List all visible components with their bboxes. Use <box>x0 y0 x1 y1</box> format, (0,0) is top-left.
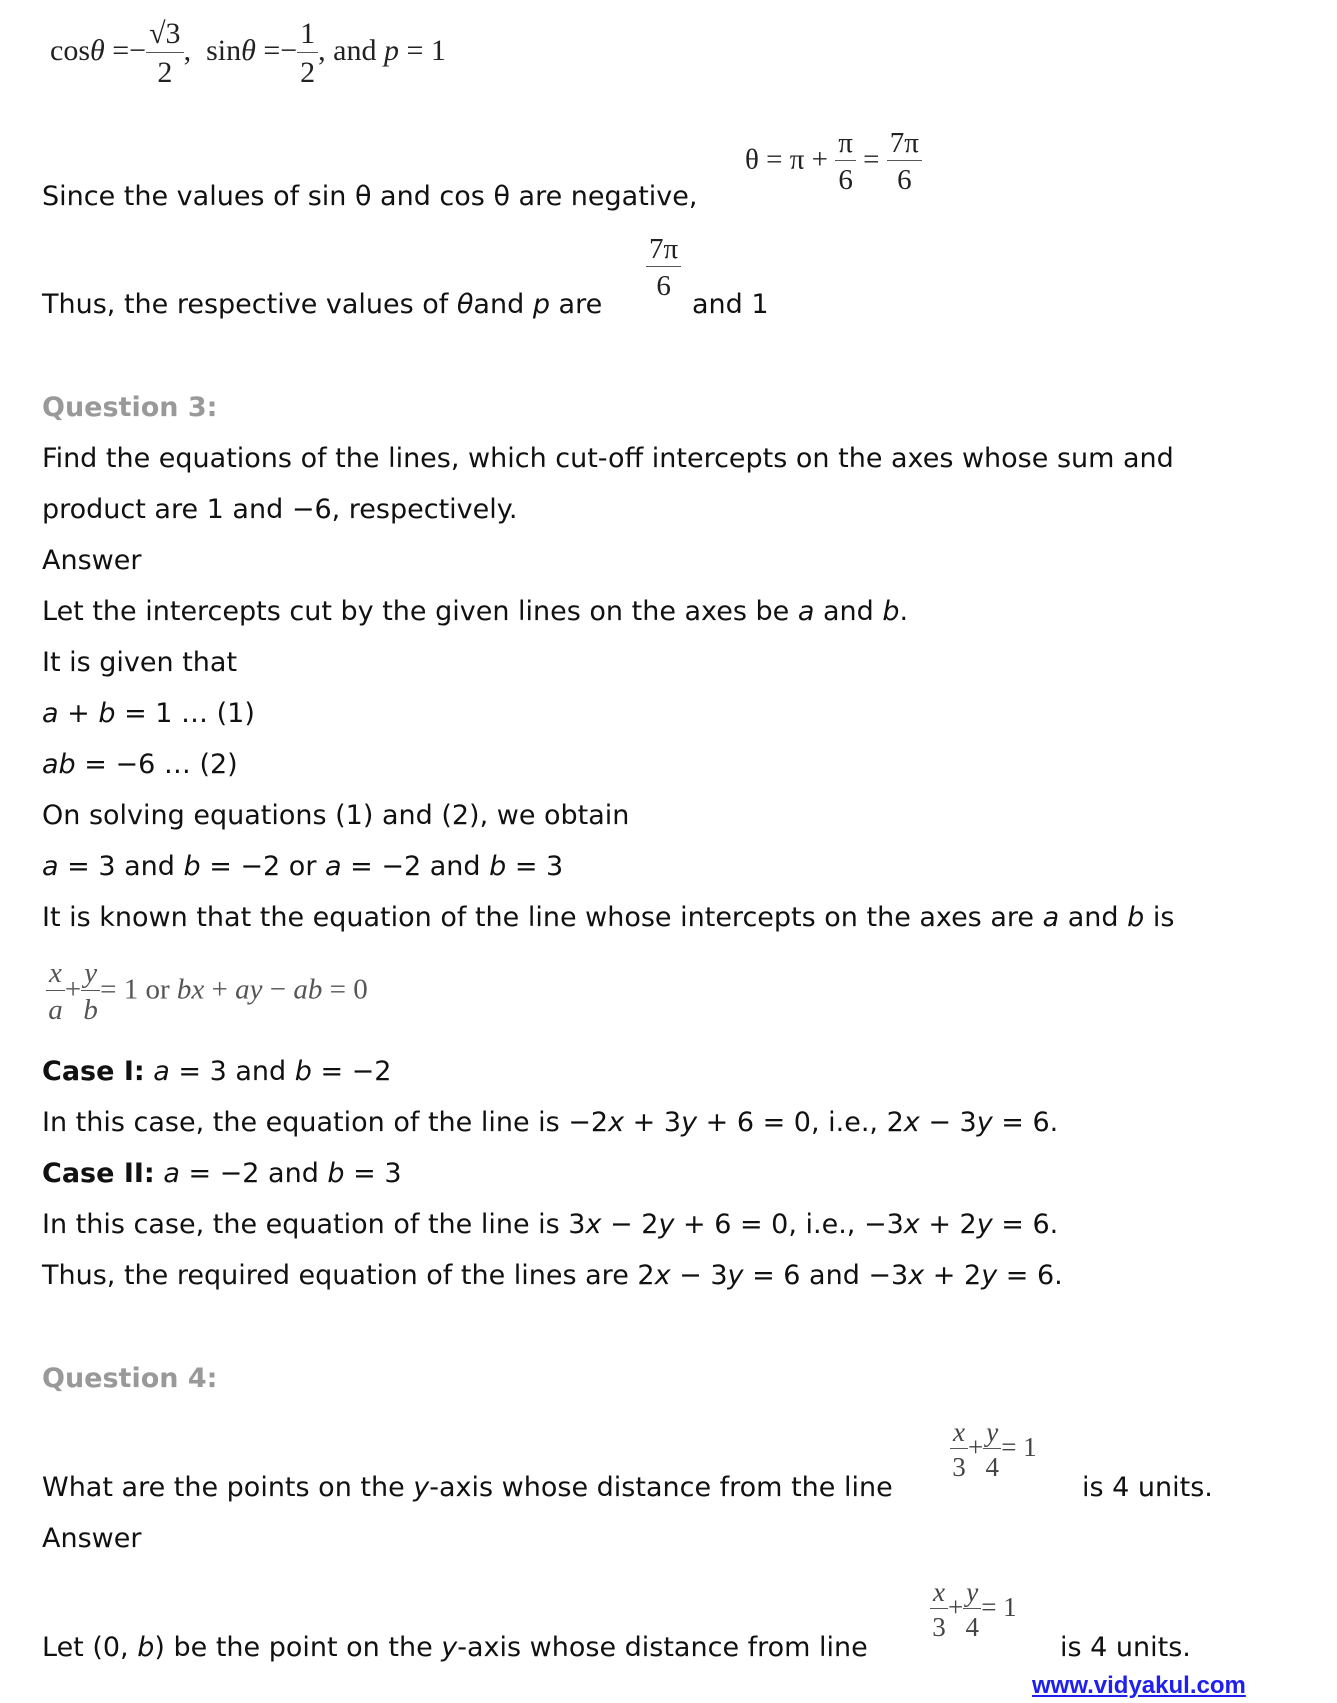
var-y: y <box>658 1209 675 1240</box>
text: = −2 <box>311 1056 392 1087</box>
denominator: 6 <box>838 164 853 197</box>
minus-sign: − <box>280 33 298 67</box>
plus-sign: + <box>64 973 82 1006</box>
text: . <box>899 596 909 627</box>
text: Let the intercepts cut by the given lines on the axes be <box>42 596 798 627</box>
equation-2 <box>42 751 238 778</box>
plus-sign: + <box>947 1592 964 1623</box>
denominator: 2 <box>157 55 173 89</box>
solving-line: On solving equations (1) and (2), we obtain <box>42 800 630 831</box>
text: + <box>58 698 99 729</box>
var-ab: ab <box>42 749 76 780</box>
question-4-text <box>42 1474 893 1501</box>
var-a: a <box>42 851 59 882</box>
equals-one: = 1 <box>1001 1432 1037 1463</box>
var-a: a <box>153 1056 170 1087</box>
text: Let (0, <box>42 1632 138 1663</box>
line-formula-answer <box>930 1578 1017 1642</box>
text: = −2 or <box>200 851 325 882</box>
comma: , <box>183 33 192 67</box>
var-y: y <box>413 1472 430 1503</box>
comma: , <box>318 33 326 67</box>
fraction <box>646 234 681 302</box>
equals-sign: = <box>863 143 880 176</box>
line-formula-q4 <box>950 1418 1037 1482</box>
numerator: x <box>950 1418 968 1449</box>
text: = 6. <box>992 1209 1059 1240</box>
equals-one: = 1 <box>981 1592 1017 1623</box>
fraction-x-over-3 <box>950 1418 968 1482</box>
answer-label-q4: Answer <box>42 1523 142 1554</box>
text: = −2 and <box>341 851 490 882</box>
text: -axis whose distance from the line <box>429 1472 893 1503</box>
numerator: 7π <box>887 128 922 161</box>
case-label: Case II: <box>42 1158 155 1189</box>
text: = 6 and −3 <box>743 1260 909 1291</box>
text: + 2 <box>924 1260 982 1291</box>
and-word: and <box>333 33 377 67</box>
text: Thus, the required equation of the lines are 2 <box>42 1260 655 1291</box>
case-1-equation <box>42 1109 1058 1136</box>
numerator: y <box>963 1578 981 1609</box>
question-3-heading: Question 3: <box>42 392 218 423</box>
answer-label: Answer <box>42 545 142 576</box>
case-1-heading <box>42 1058 391 1085</box>
text: + 6 = 0, i.e., 2 <box>697 1107 904 1138</box>
thus-line <box>42 291 602 318</box>
var-x: x <box>903 1107 920 1138</box>
denominator: 3 <box>952 1452 966 1483</box>
var-a: a <box>42 698 59 729</box>
p-value: = 1 <box>406 33 446 67</box>
text: = 3 <box>506 851 564 882</box>
text: + 3 <box>624 1107 682 1138</box>
var-ay: ay <box>235 973 263 1006</box>
minus-sign: − <box>129 33 147 67</box>
case-2-heading <box>42 1160 402 1187</box>
text: It is known that the equation of the line whose intercepts on the axes are <box>42 902 1043 933</box>
text: + 6 = 0, i.e., −3 <box>674 1209 904 1240</box>
plus-sign: + <box>967 1432 984 1463</box>
theta-formula <box>745 128 922 196</box>
thus-suffix: and 1 <box>692 289 769 320</box>
question-3-text-line1: Find the equations of the lines, which cut-off intercepts on the axes whose sum and <box>42 443 1174 474</box>
equals-sign: = <box>263 33 281 67</box>
solution-line <box>42 853 563 880</box>
fraction-7pi-over-6-answer <box>646 234 681 302</box>
text: = 3 and <box>169 1056 295 1087</box>
text: = 1 or <box>100 973 177 1006</box>
fraction-7pi-over-6 <box>887 128 922 196</box>
var-x: x <box>585 1209 602 1240</box>
var-b: b <box>882 596 900 627</box>
var-y: y <box>976 1107 993 1138</box>
var-b: b <box>1127 902 1145 933</box>
text: + <box>204 973 236 1006</box>
theta-symbol: θ <box>241 33 256 67</box>
text: − 3 <box>919 1107 977 1138</box>
var-a: a <box>163 1158 180 1189</box>
var-bx: bx <box>176 973 205 1006</box>
text: = −6 … (2) <box>75 749 238 780</box>
question-4-suffix: is 4 units. <box>1082 1472 1213 1503</box>
let-point-suffix: is 4 units. <box>1060 1632 1191 1663</box>
theta-symbol: θ <box>90 33 105 67</box>
var-b: b <box>98 698 116 729</box>
fraction-y-over-b <box>81 958 100 1026</box>
text: = −2 and <box>179 1158 328 1189</box>
denominator: 4 <box>985 1452 999 1483</box>
text: ) be the point on the <box>154 1632 442 1663</box>
text: What are the points on the <box>42 1472 414 1503</box>
since-line-text: Since the values of sin θ and cos θ are negative, <box>42 181 698 212</box>
are-word: are <box>549 289 603 320</box>
equals-sign: = <box>112 33 130 67</box>
text: − <box>262 973 294 1006</box>
question-4-heading: Question 4: <box>42 1363 218 1394</box>
var-x: x <box>903 1209 920 1240</box>
p-symbol: p <box>384 33 399 67</box>
vidyakul-link[interactable]: www.vidyakul.com <box>1032 1672 1246 1699</box>
text: = 6. <box>997 1260 1063 1291</box>
text: + 2 <box>919 1209 977 1240</box>
text: = 0 <box>322 973 368 1006</box>
equation-1 <box>42 700 255 727</box>
cos-label: cos <box>50 33 90 67</box>
var-y: y <box>441 1632 458 1663</box>
var-x: x <box>654 1260 671 1291</box>
text: In this case, the equation of the line is 3 <box>42 1209 586 1240</box>
denominator: a <box>48 994 63 1027</box>
numerator: x <box>930 1578 948 1609</box>
var-y: y <box>976 1209 993 1240</box>
text: = 1 … (1) <box>115 698 255 729</box>
text: is <box>1144 902 1175 933</box>
fraction-y-over-4 <box>963 1578 981 1642</box>
case-label: Case I: <box>42 1056 145 1087</box>
var-b: b <box>183 851 201 882</box>
var-a: a <box>325 851 342 882</box>
text: − 3 <box>670 1260 728 1291</box>
text: = 3 and <box>58 851 184 882</box>
var-b: b <box>137 1632 155 1663</box>
var-b: b <box>327 1158 345 1189</box>
var-x: x <box>908 1260 925 1291</box>
numerator: x <box>46 958 65 991</box>
fraction-x-over-a <box>46 958 65 1026</box>
theta-symbol: θ <box>456 289 474 320</box>
denominator: 3 <box>932 1612 946 1643</box>
let-point-line <box>42 1634 868 1661</box>
fraction-1-over-2 <box>297 18 318 88</box>
text: and <box>814 596 883 627</box>
text: = 6. <box>992 1107 1059 1138</box>
case-2-equation <box>42 1211 1058 1238</box>
text: -axis whose distance from line <box>457 1632 868 1663</box>
text: = 3 <box>344 1158 402 1189</box>
numerator: 7π <box>646 234 681 267</box>
sin-label: sin <box>206 33 242 67</box>
fraction-y-over-4 <box>983 1418 1001 1482</box>
var-x: x <box>608 1107 625 1138</box>
var-ab: ab <box>293 973 323 1006</box>
fraction-pi-over-6 <box>835 128 856 196</box>
var-a: a <box>1042 902 1060 933</box>
var-y: y <box>981 1260 998 1291</box>
var-a: a <box>797 596 815 627</box>
numerator: y <box>983 1418 1001 1449</box>
question-3-text-line2: product are 1 and −6, respectively. <box>42 494 518 525</box>
numerator: π <box>835 128 856 161</box>
cos-sin-formula <box>50 18 446 88</box>
fraction-x-over-3 <box>930 1578 948 1642</box>
text: and <box>1059 902 1128 933</box>
theta-lhs: θ = π + <box>745 143 828 176</box>
var-y: y <box>681 1107 698 1138</box>
conclusion-line <box>42 1262 1063 1289</box>
var-y: y <box>727 1260 744 1291</box>
and-word: and <box>473 289 533 320</box>
denominator: 6 <box>897 164 912 197</box>
denominator: 6 <box>656 270 671 303</box>
denominator: 4 <box>965 1612 979 1643</box>
text: In this case, the equation of the line is −2 <box>42 1107 609 1138</box>
let-intercepts-line <box>42 598 908 625</box>
denominator: b <box>83 994 98 1027</box>
thus-prefix: Thus, the respective values of <box>42 289 457 320</box>
intercept-formula <box>46 958 368 1026</box>
text: − 2 <box>601 1209 659 1240</box>
numerator: y <box>81 958 100 991</box>
numerator: √3 <box>146 18 183 53</box>
given-line: It is given that <box>42 647 238 678</box>
numerator: 1 <box>297 18 318 53</box>
p-symbol: p <box>532 289 550 320</box>
denominator: 2 <box>300 55 316 89</box>
var-b: b <box>294 1056 312 1087</box>
fraction-sqrt3-over-2 <box>146 18 183 88</box>
var-b: b <box>489 851 507 882</box>
known-line <box>42 904 1174 931</box>
